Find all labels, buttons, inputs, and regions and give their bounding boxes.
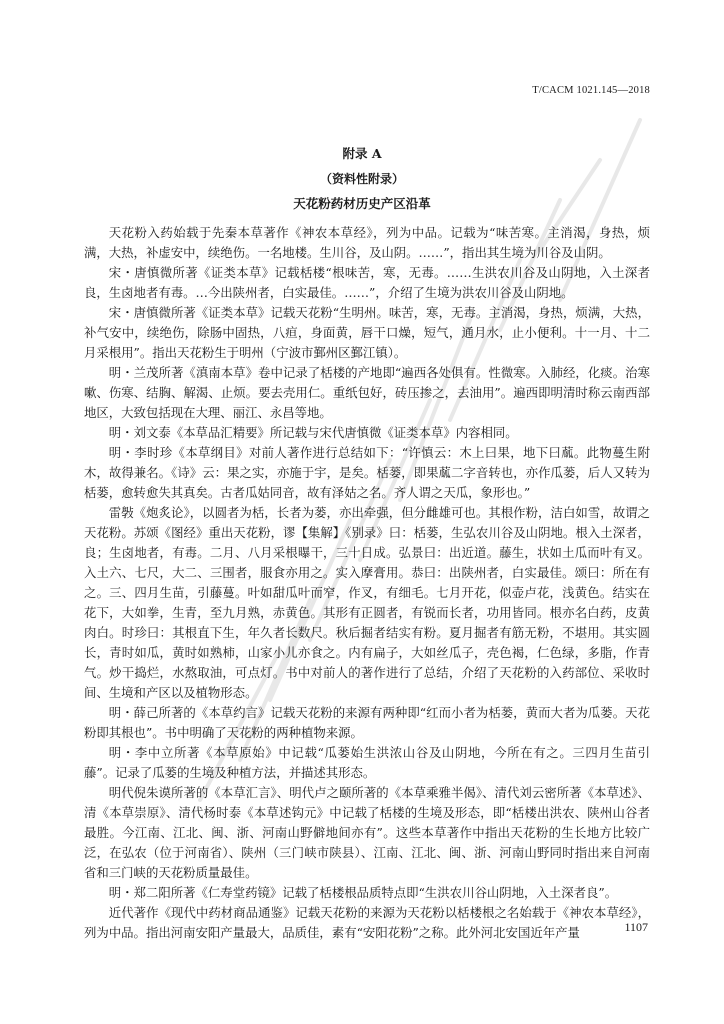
paragraph: 明・薛己所著的《本草约言》记载天花粉的来源有两种即“红而小者为栝蒌，黄而大者为瓜蒌。天花粉即其根也”。书中明确了天花粉的两种植物来源。 — [84, 705, 650, 740]
appendix-heading: 天花粉药材历史产区沿革 — [293, 196, 431, 211]
paragraph: 宋・唐慎微所著《证类本草》记载天花粉“生明州。味苦，寒，无毒。主消渴，身热，烦满，大热，补气安中，续绝伤，除肠中固热，八疸，身面黄，唇干口燥，短气，通月水，止小便利。十一月、十二月采根用”。指出天花粉生于明州（宁波市鄞州区鄞江镇）。 — [84, 305, 650, 360]
paragraph: 明・李时珍《本草纲目》对前人著作进行总结如下：“许慎云：木上曰果，地下曰蓏。此物蔓生附木，故得兼名。《诗》云：果之实，亦施于宇，是矣。栝蒌，即果蓏二字音转也，亦作瓜蒌，后人又转为栝蒌，愈转愈失其真矣。古者瓜姑同音，故有泽姑之名。齐人谓之天瓜，象形也。” — [84, 445, 650, 500]
paragraph: 天花粉入药始载于先秦本草著作《神农本草经》，列为中品。记载为“味苦寒。主消渴，身热，烦满，大热，补虚安中，续绝伤。一名地楼。生川谷，及山阴。……”，指出其生境为川谷及山阴。 — [84, 225, 650, 260]
page-number: 1107 — [624, 920, 648, 934]
document-body — [84, 223, 650, 943]
appendix-headings — [0, 146, 724, 216]
standard-code: T/CACM 1021.145—2018 — [532, 85, 650, 96]
paragraph: 近代著作《现代中药材商品通鉴》记载天花粉的来源为天花粉以栝楼根之名始载于《神农本草经》，列为中品。指出河南安阳产量最大，品质佳，素有“安阳花粉”之称。此外河北安国近年产量 — [84, 905, 650, 940]
paragraph: 明・郑二阳所著《仁寿堂药镜》记载了栝楼根品质特点即“生洪农川谷山阴地，入土深者良”。 — [108, 885, 618, 900]
appendix-title: 附录 A — [342, 146, 382, 161]
paragraph: 明・李中立所著《本草原始》中记载“瓜蒌始生洪浓山谷及山阴地，今所在有之。三四月生苗引藤”。记录了瓜蒌的生境及种植方法，并描述其形态。 — [84, 745, 650, 780]
paragraph: 明代倪朱谟所著的《本草汇言》、明代卢之颐所著的《本草乘雅半偈》、清代刘云密所著《本草述》、清《本草崇原》、清代杨时泰《本草述钩元》中记载了栝楼的生境及形态，即“栝楼出洪农、陕州山谷者最胜。今江南、江北、闽、浙、河南山野僻地间亦有”。这些本草著作中指出天花粉的生长地方比较广泛，在弘农（位于河南省）、陕州（三门峡市陕县）、江南、江北、闽、浙、河南山野同时指出来自河南省和三门峡的天花粉质量最佳。 — [84, 785, 650, 880]
appendix-subtitle: （资料性附录） — [319, 172, 404, 186]
paragraph: 明・兰茂所著《滇南本草》卷中记录了栝楼的产地即“遍西各处俱有。性微寒。入肺经，化痰。治寒嗽、伤寒、结胸、解渴、止烦。要去壳用仁。重纸包好，砖压掺之，去油用”。遍西即明清时称云南西部地区，大致包括现在大理、丽江、永昌等地。 — [84, 365, 650, 420]
paragraph: 雷斅《炮炙论》，以圆者为栝，长者为蒌，亦出牵强，但分雌雄可也。其根作粉，洁白如雪，故谓之天花粉。苏颂《图经》重出天花粉，谬【集解】《别录》曰：栝蒌，生弘农川谷及山阴地。根入土深者，良；生卤地者，有毒。二月、八月采根曝干，三十日成。弘景曰：出近道。藤生，状如土瓜而叶有叉。入土六、七尺，大二、三围者，服食亦用之。实入摩膏用。恭曰：出陕州者，白实最佳。颂曰：所在有之。三、四月生苗，引藤蔓。叶如甜瓜叶而窄，作叉，有细毛。七月开花，似壶卢花，浅黄色。结实在花下，大如拳，生青，至九月熟，赤黄色。其形有正圆者，有锐而长者，功用皆同。根亦名白药，皮黄肉白。时珍曰：其根直下生，年久者长数尺。秋后掘者结实有粉。夏月掘者有筋无粉，不堪用。其实圆长，青时如瓜，黄时如熟柿，山家小儿亦食之。内有扁子，大如丝瓜子，壳色褐，仁色绿，多脂，作青气。炒干捣烂，水熬取油，可点灯。书中对前人的著作进行了总结，介绍了天花粉的入药部位、采收时间、生境和产区以及植物形态。 — [84, 505, 650, 700]
paragraph: 宋・唐慎微所著《证类本草》记载栝楼“根味苦，寒，无毒。……生洪农川谷及山阴地，入土深者良，生卤地者有毒。…今出陕州者，白实最佳。……”，介绍了生境为洪农川谷及山阴地。 — [84, 265, 650, 300]
paragraph: 明・刘文泰《本草品汇精要》所记载与宋代唐慎微《证类本草》内容相同。 — [108, 425, 518, 440]
